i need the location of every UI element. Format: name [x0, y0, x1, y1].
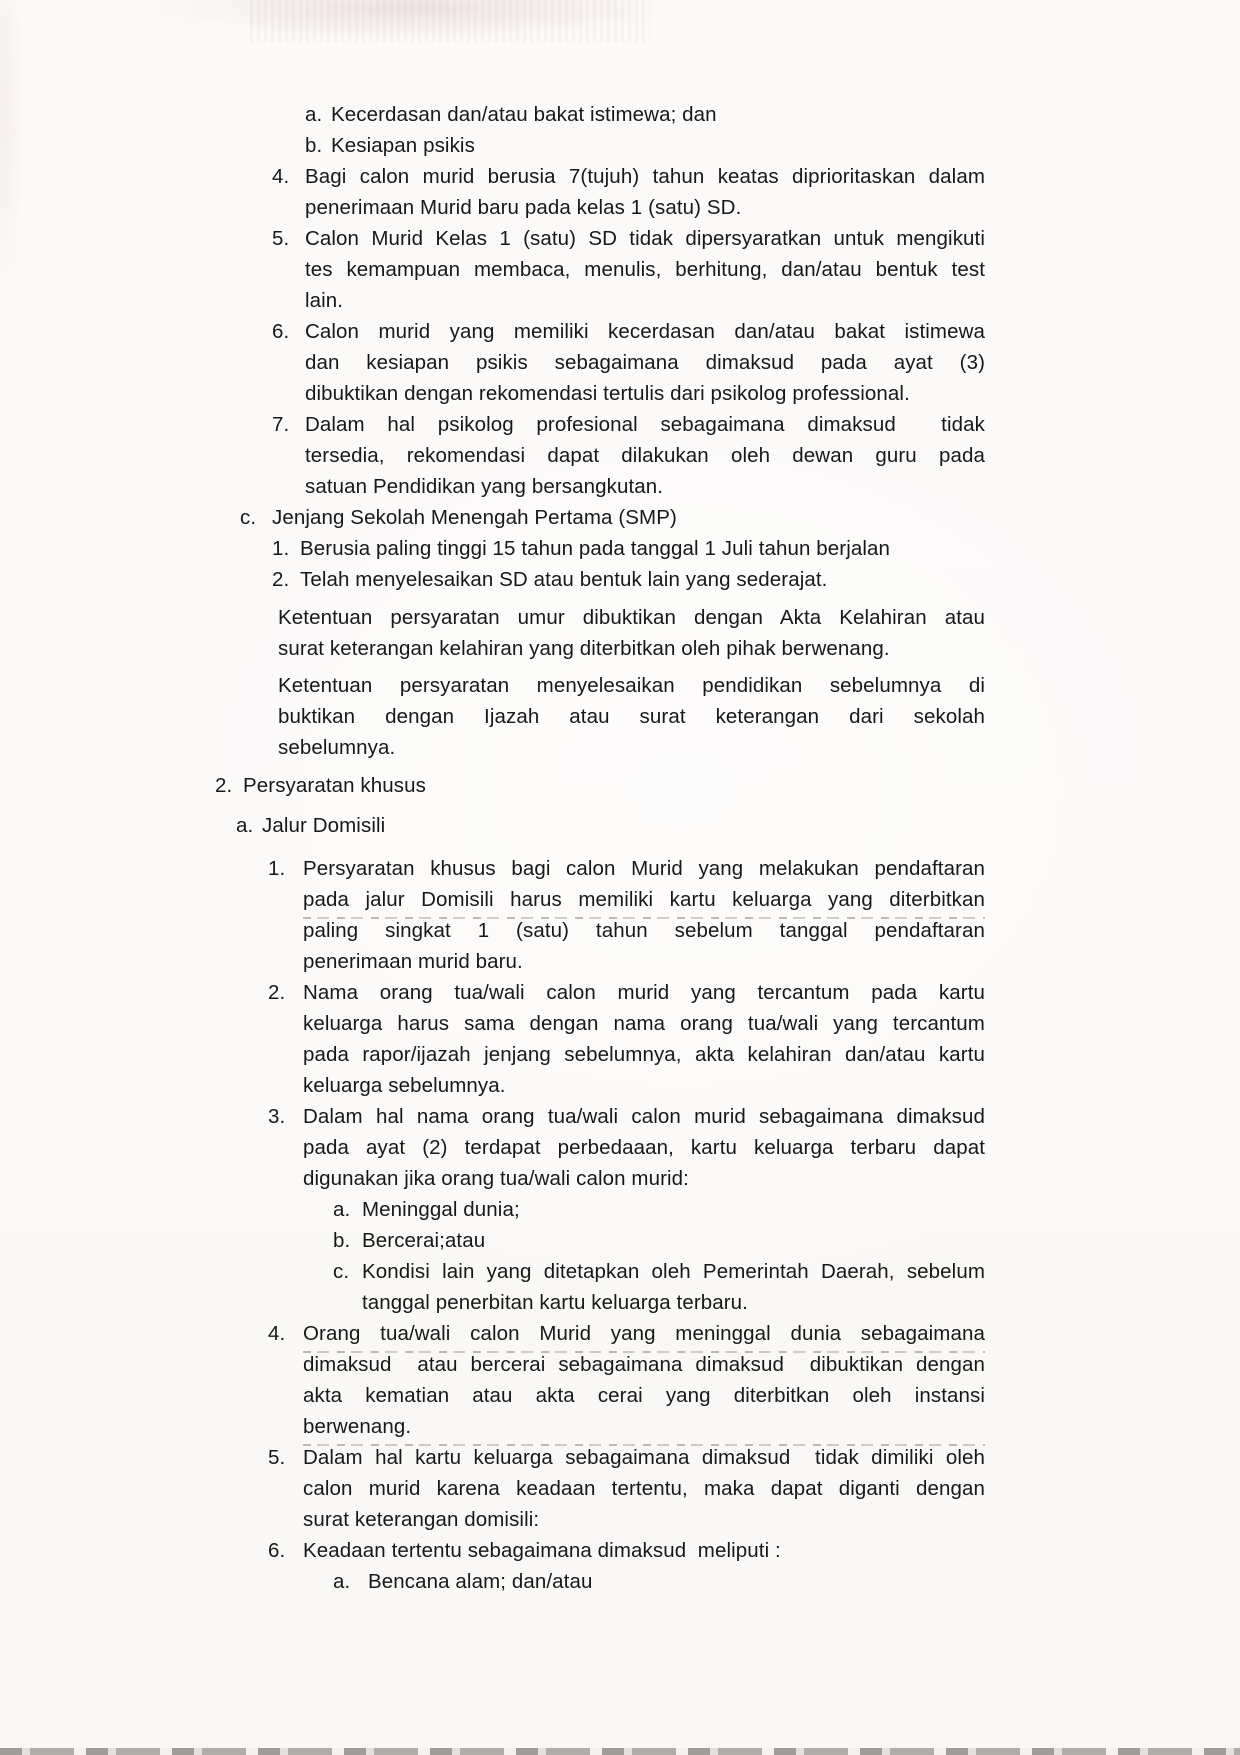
- line-text: Kesiapan psikis: [331, 134, 475, 157]
- list-marker: b.: [305, 134, 323, 157]
- doc-line: [272, 316, 985, 347]
- line-text: Persyaratan khusus: [243, 774, 426, 797]
- line-text: dimaksud atau bercerai sebagaimana dimaksud dibuktikan dengan: [303, 1349, 985, 1380]
- list-marker: a.: [305, 103, 323, 126]
- doc-line: [268, 1442, 985, 1473]
- line-text: tersedia, rekomendasi dapat dilakukan oleh dewan guru pada: [305, 444, 985, 467]
- list-marker: c.: [240, 506, 257, 529]
- line-text: Nama orang tua/wali calon murid yang tercantum pada kartu: [303, 981, 985, 1004]
- doc-line: [272, 533, 985, 564]
- list-marker: 2.: [215, 774, 233, 797]
- line-text: dan kesiapan psikis sebagaimana dimaksud pada ayat (3): [305, 351, 985, 374]
- doc-line: [305, 378, 985, 409]
- list-marker: 3.: [268, 1105, 286, 1128]
- line-text: digunakan jika orang tua/wali calon murid:: [303, 1167, 689, 1190]
- line-text: Dalam hal psikolog profesional sebagaimana dimaksud tidak: [305, 413, 985, 436]
- line-text: penerimaan Murid baru pada kelas 1 (satu) SD.: [305, 196, 742, 219]
- list-marker: a.: [333, 1570, 351, 1593]
- list-marker: 7.: [272, 413, 290, 436]
- doc-line: [303, 1504, 985, 1535]
- doc-line: [240, 502, 985, 533]
- line-text: surat keterangan domisili:: [303, 1508, 540, 1531]
- doc-line: [303, 884, 985, 915]
- doc-line: [303, 1473, 985, 1504]
- line-text: Calon Murid Kelas 1 (satu) SD tidak dipersyaratkan untuk mengikuti: [305, 227, 985, 250]
- list-marker: 5.: [268, 1446, 286, 1469]
- line-text: keluarga harus sama dengan nama orang tua/wali yang tercantum: [303, 1012, 985, 1035]
- list-marker: 5.: [272, 227, 290, 250]
- line-text: calon murid karena keadaan tertentu, maka dapat diganti dengan: [303, 1477, 985, 1500]
- doc-line: [305, 254, 985, 285]
- doc-line: [268, 1318, 985, 1349]
- line-text: lain.: [305, 289, 344, 312]
- doc-line: [303, 915, 985, 946]
- line-text: Dalam hal nama orang tua/wali calon murid sebagaimana dimaksud: [303, 1105, 985, 1128]
- doc-line: [303, 946, 985, 977]
- list-marker: 4.: [268, 1322, 286, 1345]
- line-text: Berusia paling tinggi 15 tahun pada tanggal 1 Juli tahun berjalan: [300, 537, 891, 560]
- doc-line: [303, 1070, 985, 1101]
- doc-line: [303, 1380, 985, 1411]
- doc-line: [303, 1132, 985, 1163]
- doc-line: [305, 99, 985, 130]
- doc-line: [303, 1039, 985, 1070]
- list-marker: c.: [333, 1260, 350, 1283]
- list-marker: 4.: [272, 165, 290, 188]
- list-marker: a.: [236, 814, 254, 837]
- doc-line: [278, 633, 985, 664]
- doc-line: [268, 977, 985, 1008]
- doc-line: [272, 223, 985, 254]
- doc-line: [305, 130, 985, 161]
- doc-line: [305, 347, 985, 378]
- line-text: Ketentuan persyaratan umur dibuktikan dengan Akta Kelahiran atau: [278, 606, 985, 629]
- doc-line: [272, 409, 985, 440]
- line-text: keluarga sebelumnya.: [303, 1074, 506, 1097]
- doc-line: [303, 1349, 985, 1380]
- list-marker: 2.: [272, 568, 290, 591]
- line-text: paling singkat 1 (satu) tahun sebelum tanggal pendaftaran: [303, 915, 985, 946]
- line-text: penerimaan murid baru.: [303, 950, 523, 973]
- line-text: Meninggal dunia;: [362, 1198, 520, 1221]
- doc-line: [268, 853, 985, 884]
- line-text: tanggal penerbitan kartu keluarga terbaru.: [362, 1291, 748, 1314]
- line-text: pada jalur Domisili harus memiliki kartu keluarga yang diterbitkan: [303, 888, 985, 911]
- doc-line: [278, 701, 985, 732]
- doc-line: [268, 1535, 985, 1566]
- doc-line: [268, 1101, 985, 1132]
- list-marker: a.: [333, 1198, 351, 1221]
- doc-line: [303, 1008, 985, 1039]
- doc-line: [215, 770, 985, 801]
- line-text: Bagi calon murid berusia 7(tujuh) tahun keatas diprioritaskan dalam: [305, 165, 985, 188]
- doc-line: [278, 670, 985, 701]
- line-text: Telah menyelesaikan SD atau bentuk lain yang sederajat.: [300, 568, 828, 591]
- list-marker: 6.: [272, 320, 290, 343]
- doc-line: [362, 1287, 985, 1318]
- line-text: Ketentuan persyaratan menyelesaikan pendidikan sebelumnya di: [278, 674, 985, 697]
- doc-line: [303, 1163, 985, 1194]
- doc-line: [333, 1194, 985, 1225]
- doc-line: [303, 1411, 985, 1442]
- line-text: Bercerai;atau: [362, 1229, 486, 1252]
- line-text: dibuktikan dengan rekomendasi tertulis dari psikolog professional.: [305, 382, 910, 405]
- line-text: pada ayat (2) terdapat perbedaaan, kartu keluarga terbaru dapat: [303, 1136, 985, 1159]
- line-text: Kecerdasan dan/atau bakat istimewa; dan: [331, 103, 717, 126]
- doc-line: [333, 1256, 985, 1287]
- doc-line: [333, 1566, 985, 1597]
- line-text: Dalam hal kartu keluarga sebagaimana dimaksud tidak dimiliki oleh: [303, 1442, 985, 1473]
- doc-line: [305, 440, 985, 471]
- list-marker: 6.: [268, 1539, 286, 1562]
- line-text: Bencana alam; dan/atau: [368, 1570, 593, 1593]
- doc-line: [333, 1225, 985, 1256]
- line-text: Persyaratan khusus bagi calon Murid yang melakukan pendaftaran: [303, 857, 985, 880]
- list-marker: 1.: [268, 857, 286, 880]
- line-text: Jenjang Sekolah Menengah Pertama (SMP): [272, 506, 677, 529]
- line-text: berwenang.: [303, 1415, 412, 1438]
- doc-line: [236, 810, 985, 841]
- line-text: pada rapor/ijazah jenjang sebelumnya, akta kelahiran dan/atau kartu: [303, 1043, 985, 1066]
- line-text: tes kemampuan membaca, menulis, berhitung, dan/atau bentuk test: [305, 258, 985, 281]
- line-text: akta kematian atau akta cerai yang diterbitkan oleh instansi: [303, 1384, 985, 1407]
- doc-line: [272, 564, 985, 595]
- line-text: Orang tua/wali calon Murid yang meninggal dunia sebagaimana: [303, 1322, 985, 1345]
- line-text: Calon murid yang memiliki kecerdasan dan/atau bakat istimewa: [305, 320, 985, 343]
- line-text: Kondisi lain yang ditetapkan oleh Pemerintah Daerah, sebelum: [362, 1260, 985, 1283]
- doc-line: [278, 602, 985, 633]
- doc-line: [272, 161, 985, 192]
- line-text: Jalur Domisili: [262, 814, 386, 837]
- doc-line: [305, 285, 985, 316]
- line-text: satuan Pendidikan yang bersangkutan.: [305, 475, 664, 498]
- doc-line: [305, 471, 985, 502]
- list-marker: 1.: [272, 537, 290, 560]
- doc-line: [278, 732, 985, 763]
- list-marker: b.: [333, 1229, 351, 1252]
- doc-line: [305, 192, 985, 223]
- scan-artifact-bottom-edge: [0, 1748, 1240, 1755]
- line-text: Keadaan tertentu sebagaimana dimaksud meliputi :: [303, 1539, 781, 1562]
- line-text: surat keterangan kelahiran yang diterbitkan oleh pihak berwenang.: [278, 637, 890, 660]
- line-text: sebelumnya.: [278, 736, 396, 759]
- list-marker: 2.: [268, 981, 286, 1004]
- line-text: buktikan dengan Ijazah atau surat keterangan dari sekolah: [278, 705, 985, 728]
